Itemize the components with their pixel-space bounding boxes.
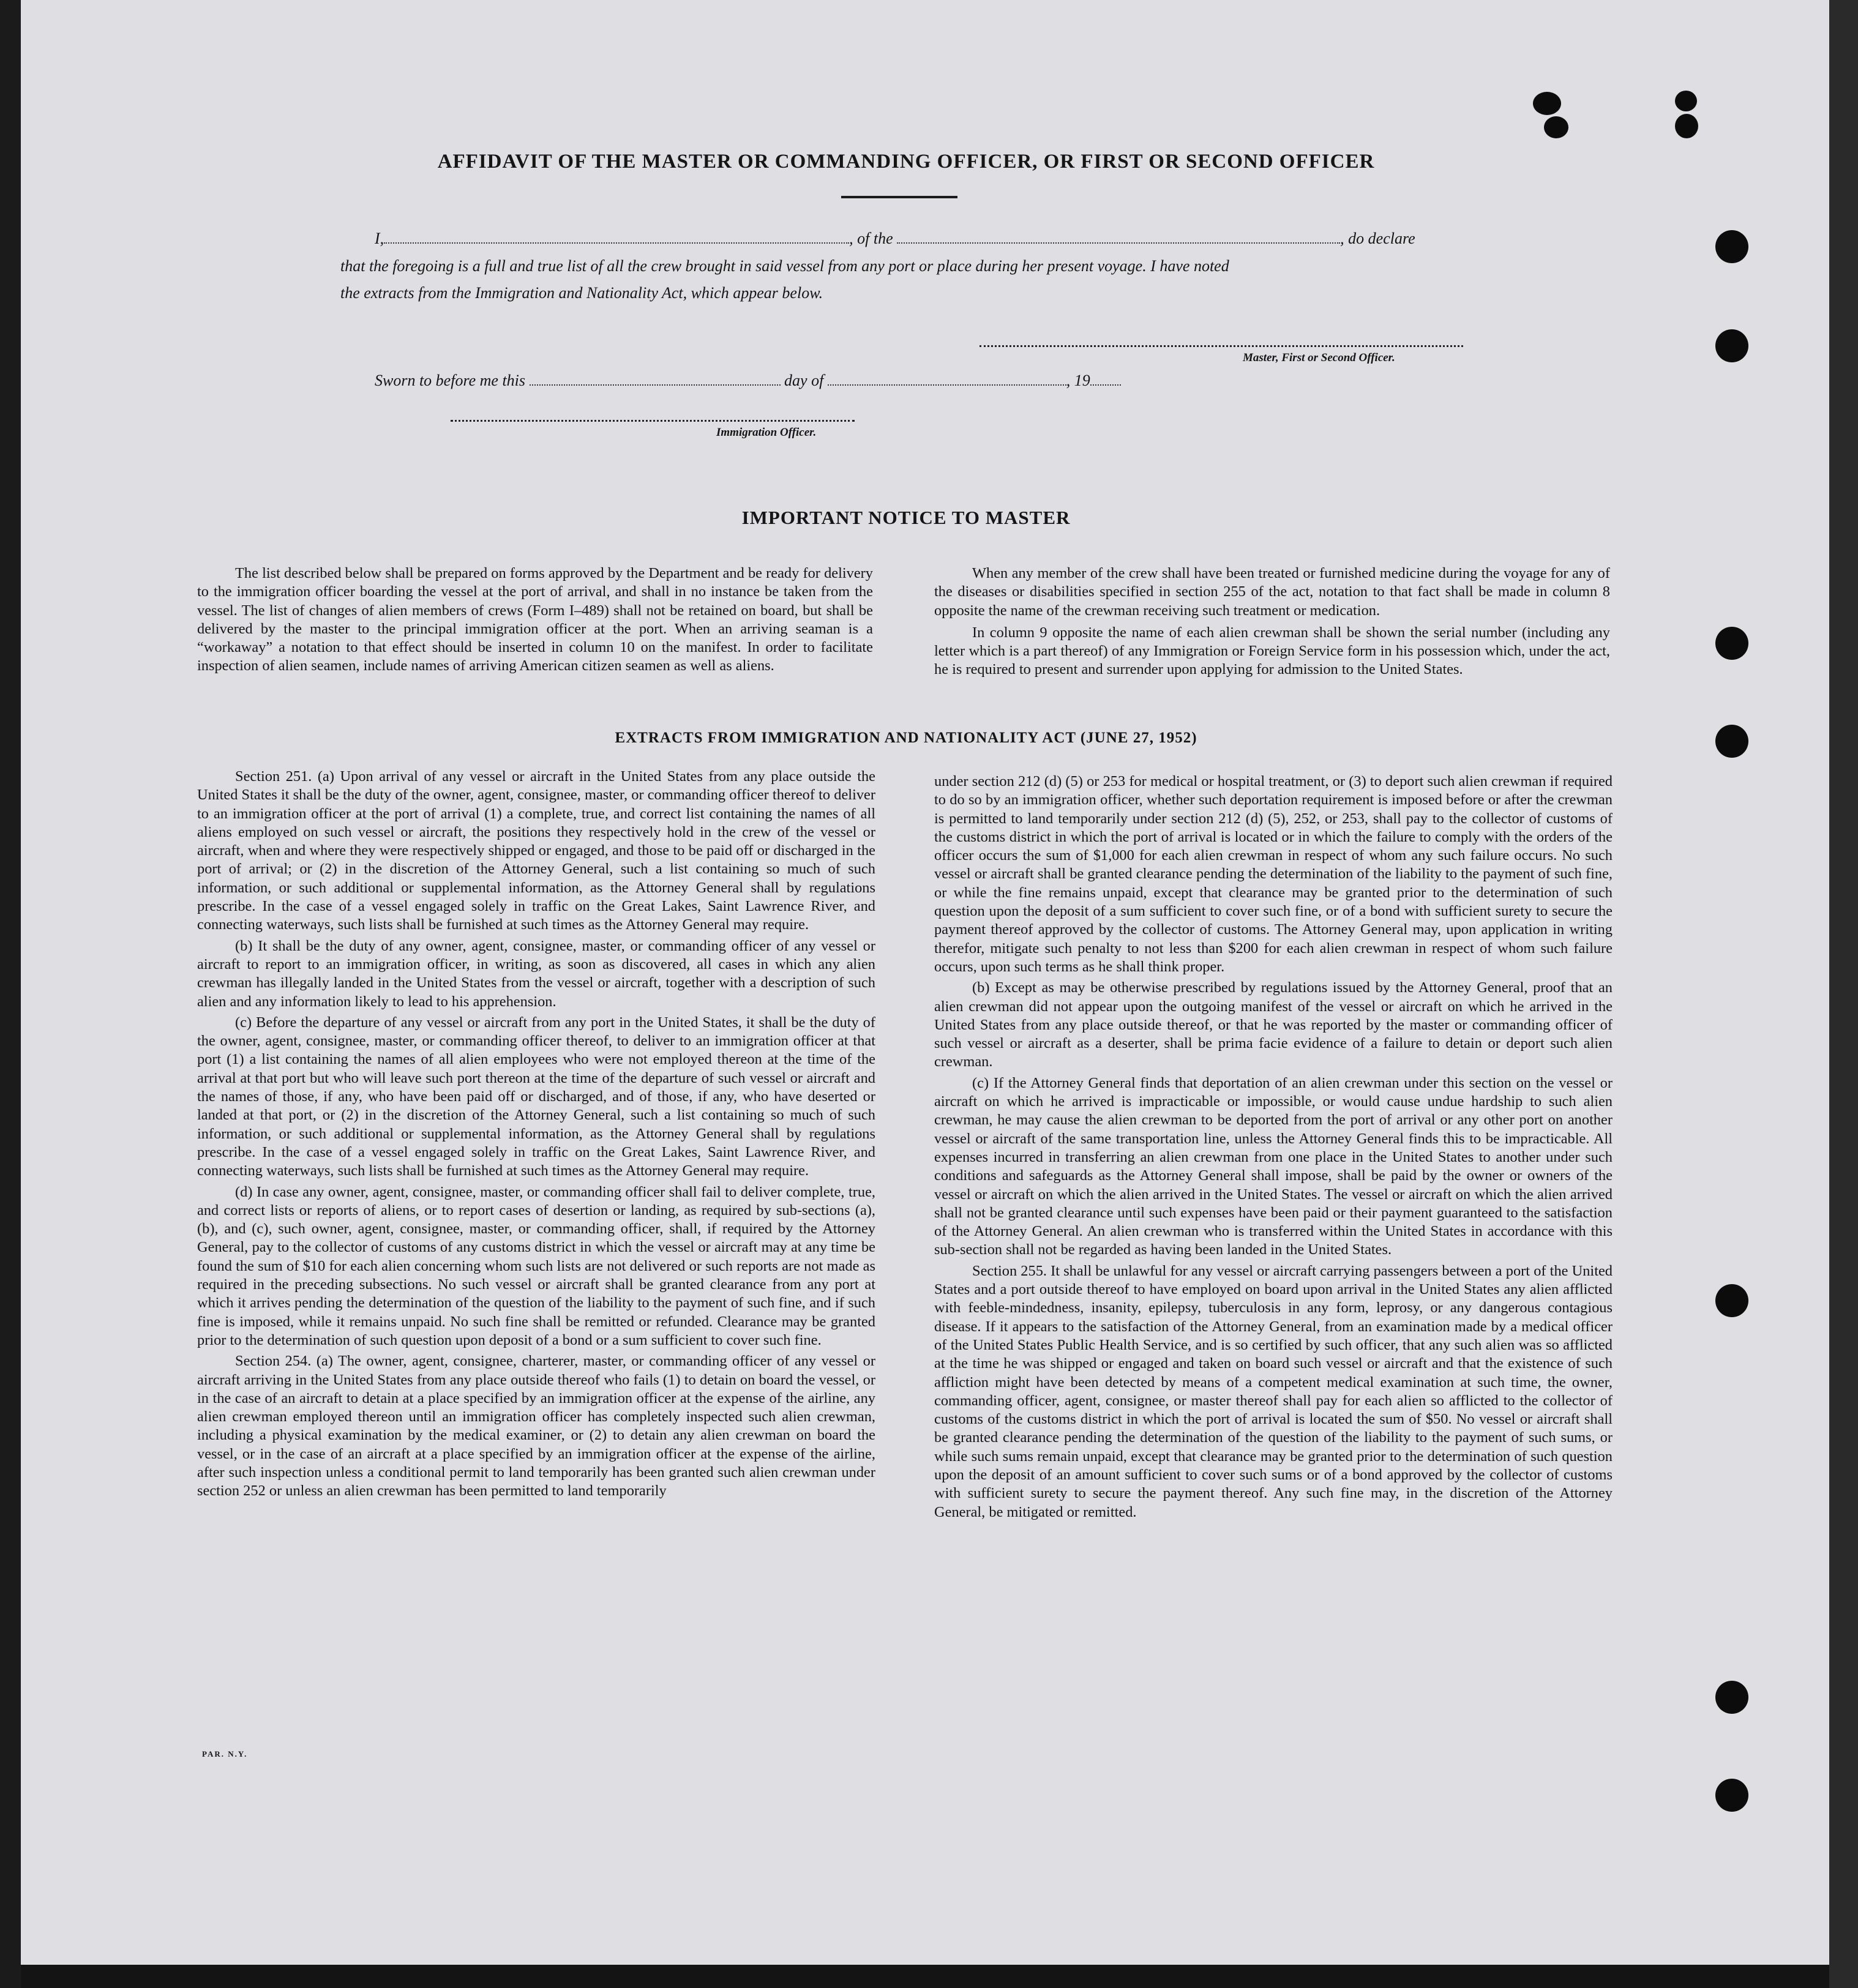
label-do-declare: , do declare bbox=[1340, 230, 1415, 247]
binder-hole bbox=[1715, 230, 1748, 263]
ink-mark bbox=[1675, 114, 1698, 138]
extracts-title: EXTRACTS FROM IMMIGRATION AND NATIONALITY ACT (JUNE 27, 1952) bbox=[615, 730, 1197, 746]
sworn-month-field[interactable] bbox=[828, 371, 1066, 386]
scan-border-bottom bbox=[21, 1965, 1829, 1988]
binder-hole bbox=[1715, 725, 1748, 758]
affidavit-title: AFFIDAVIT OF THE MASTER OR COMMANDING OFFICER, OR FIRST OR SECOND OFFICER bbox=[437, 151, 1375, 173]
master-signature-label: Master, First or Second Officer. bbox=[1243, 351, 1395, 364]
section-254-a: Section 254. (a) The owner, agent, consignee, charterer, master, or commanding officer of any vessel or aircraft arriving in the United States from any place outside thereof who fails (1) to detain on board the vessel, or in the case of an aircraft to detain at a place specified by an immigration officer at the expense of the airline, any alien crewman employed thereon until an immigration officer has completely inspected such alien crewman, including a physical examination by the medical examiner, or (2) to detain any alien crewman on board the vessel, or in the case of an aircraft at a place specified by an immigration officer at the expense of the airline, after such inspection unless a conditional permit to land temporarily has been granted such alien crewman under section 252 or unless an alien crewman has been permitted to land temporarily bbox=[197, 1353, 875, 1500]
extracts-right-column bbox=[934, 772, 1613, 1522]
printer-mark: PAR. N.Y. bbox=[202, 1749, 248, 1758]
notice-paragraph: When any member of the crew shall have been treated or furnished medicine during the voyage for any of the diseases or disabilities specified in section 255 of the act, notation to that fact shall be made in column 8 opposite the name of the crewman receiving such treatment or medication. bbox=[934, 565, 1610, 619]
section-251-c: (c) Before the departure of any vessel or aircraft from any port in the United States, it shall be the duty of the owner, agent, consignee, master, or commanding officer thereof, to deliver to an immigration officer at that port (1) a list containing the names of all alien employees who were not employed thereon at the time of the arrival at that port but who will leave such port thereon at the time of the departure of such vessel or aircraft and the names of those, if any, who have been paid off or discharged, and of those, if any, who have deserted or landed at that port, or (2) in the discretion of the Attorney General, such a list containing so much of such information, or such additional or supplemental information, as the Attorney General shall by regulations prescribe. In the case of a vessel engaged solely in traffic on the Great Lakes, Saint Lawrence River, and connecting waterways, such lists shall be furnished at such times as the Attorney General may require. bbox=[197, 1014, 875, 1179]
master-signature-field[interactable] bbox=[980, 345, 1463, 347]
section-254-a-continued: under section 212 (d) (5) or 253 for medical or hospital treatment, or (3) to deport such alien crewman if required to do so by an immigration officer, whether such deportation requirement is imposed before or after the crewman is permitted to land temporarily under section 212 (d) (5), 252, or 253, shall pay to the collector of customs of the customs district in which the port of arrival is located or in which the failure to comply with the orders of the officer occurs the sum of $1,000 for each alien crewman in respect of whom any such failure occurs. No such vessel or aircraft shall be granted clearance pending the determination of the liability to the payment of such fine, or while the fine remains unpaid, except that clearance may be granted prior to the determination of such question upon the deposit of a sum sufficient to cover such fine, or of a bond with sufficient surety to secure the payment thereof approved by the collector of customs. The Attorney General may, upon application in writing therefor, mitigate such penalty to not less than $200 for each alien crewman in respect of whom such failure occurs, upon such terms as he shall think proper. bbox=[934, 773, 1613, 975]
section-254-c: (c) If the Attorney General finds that deportation of an alien crewman under this section on the vessel or aircraft on which he arrived is impracticable or impossible, or would cause undue hardship to such alien crewman, he may cause the alien crewman to be deported from the port of arrival or any other port on another vessel or aircraft of the same transportation line, unless the Attorney General finds this to be impracticable. All expenses incurred in transferring an alien crewman from one place in the United States to another under such conditions and safeguards as the Attorney General shall impose, shall be paid by the owner or owners of the vessel or aircraft on which the alien arrived in the United States. The vessel or aircraft on which the alien arrived shall not be granted clearance until such expenses have been paid or their payment guaranteed to the satisfaction of the Attorney General. An alien crewman who is transferred within the United States in accordance with this sub-section shall not be regarded as having been landed in the United States. bbox=[934, 1074, 1613, 1258]
label-of-the: , of the bbox=[849, 230, 893, 247]
notice-paragraph: The list described below shall be prepared on forms approved by the Department and be ready for delivery to the immigration officer boarding the vessel at the port of arrival, and shall in no instance be taken from the vessel. The list of changes of alien members of crews (Form I–489) shall not be retained on board, but shall be delivered by the master to the principal immigration officer at the port. When an arriving seaman is a “workaway” a notation to that effect should be inserted in column 10 on the manifest. In order to facilitate inspection of alien seamen, include names of arriving American citizen seamen as well as aliens. bbox=[197, 565, 873, 674]
notice-title: IMPORTANT NOTICE TO MASTER bbox=[741, 507, 1071, 528]
binder-hole bbox=[1715, 329, 1748, 362]
sworn-line bbox=[375, 371, 1121, 390]
label-i: I, bbox=[375, 230, 384, 247]
extracts-left-column bbox=[197, 768, 875, 1501]
label-year: , 19 bbox=[1066, 372, 1090, 389]
section-254-b: (b) Except as may be otherwise prescribed by regulations issued by the Attorney General, proof that an alien crewman did not appear upon the outgoing manifest of the vessel or aircraft on which he arrived in the United States from any place outside thereof, or that he was reported by the master or commanding officer of such vessel or aircraft as a deserter, shall be prima facie evidence of a failure to detain or deport such alien crewman. bbox=[934, 979, 1613, 1071]
officer-signature-label: Immigration Officer. bbox=[716, 426, 817, 439]
ink-mark bbox=[1533, 92, 1561, 115]
ink-mark bbox=[1675, 91, 1697, 111]
declaration-text-2: the extracts from the Immigration and Nationality Act, which appear below. bbox=[340, 284, 823, 302]
officer-signature-field[interactable] bbox=[451, 420, 855, 422]
ink-mark bbox=[1544, 116, 1568, 138]
binder-hole bbox=[1715, 1284, 1748, 1317]
sworn-year-field[interactable] bbox=[1090, 371, 1121, 386]
notice-paragraph: In column 9 opposite the name of each alien crewman shall be shown the serial number (including any letter which is a part thereof) of any Immigration or Foreign Service form in his possession which, under the act, he is required to present and surrender upon applying for admission to the United States. bbox=[934, 624, 1610, 678]
binder-hole bbox=[1715, 1681, 1748, 1714]
declaration-text-1: that the foregoing is a full and true list of all the crew brought in said vessel from any port or place during her present voyage. I have noted bbox=[340, 257, 1229, 275]
sworn-date-field[interactable] bbox=[530, 371, 781, 386]
section-251-a: Section 251. (a) Upon arrival of any vessel or aircraft in the United States from any place outside the United States it shall be the duty of the owner, agent, consignee, master, or commanding officer thereof to deliver to an immigration officer at the port of arrival (1) a complete, true, and correct list containing the names of all aliens employed on such vessel or aircraft, the positions they respectively hold in the crew of the vessel or aircraft, when and where they were respectively shipped or engaged, and those to be paid off or discharged in the port of arrival; or (2) in the discretion of the Attorney General, such a list containing so much of such information, or such additional or supplemental information, as the Attorney General shall by regulations prescribe. In the case of a vessel engaged solely in traffic on the Great Lakes, Saint Lawrence River, and connecting waterways, such lists shall be furnished at such times as the Attorney General may require. bbox=[197, 768, 875, 933]
declarant-name-field[interactable] bbox=[384, 229, 849, 244]
label-sworn: Sworn to before me this bbox=[375, 372, 526, 389]
notice-right-column bbox=[934, 564, 1610, 679]
notice-left-column bbox=[197, 564, 873, 676]
section-251-b: (b) It shall be the duty of any owner, agent, consignee, master, or commanding officer of any vessel or aircraft to report to an immigration officer, in writing, as soon as discovered, all cases in which any alien crewman has illegally landed in the United States from the vessel or aircraft, together with a description of such alien and any information likely to lead to his apprehension. bbox=[197, 937, 875, 1010]
binder-hole bbox=[1715, 1779, 1748, 1812]
title-divider bbox=[841, 196, 957, 198]
scan-border bbox=[1829, 0, 1858, 1988]
vessel-name-field[interactable] bbox=[897, 229, 1340, 244]
section-251-d: (d) In case any owner, agent, consignee, master, or commanding officer shall fail to deliver complete, true, and correct lists or reports of aliens, or to report cases of desertion or landing, as required by sub-sections (a), (b), and (c), such owner, agent, consignee, master, or commanding officer, shall, if required by the Attorney General, pay to the collector of customs of any customs district in which the vessel or aircraft may at any time be found the sum of $10 for each alien concerning whom such lists are not delivered or such reports are not made as required in the preceding subsections. No such vessel or aircraft shall be granted clearance from any port at which it arrives pending the determination of the question of the liability to the payment of such fine, and if such fine is imposed, while it remains unpaid. No such fine shall be remitted or refunded. Clearance may be granted prior to the determination of such question upon deposit of a bond or a sum sufficient to cover such fine. bbox=[197, 1183, 875, 1348]
declarant-line bbox=[375, 229, 1415, 248]
label-day-of: day of bbox=[784, 372, 824, 389]
binder-hole bbox=[1715, 627, 1748, 660]
section-255: Section 255. It shall be unlawful for any vessel or aircraft carrying passengers between a port of the United States and a port outside thereof to have employed on board upon arrival in the United States any alien afflicted with feeble-mindedness, insanity, epilepsy, tuberculosis in any form, leprosy, or any dangerous contagious disease. If it appears to the satisfaction of the Attorney General, from an examination made by a medical officer of the United States Public Health Service, and is so certified by such officer, that any such alien was so afflicted at the time he was shipped or engaged and taken on board such vessel or aircraft and that the existence of such affliction might have been detected by means of a competent medical examination at such time, the owner, commanding officer, agent, consignee, or master thereof shall pay for each alien so afflicted to the collector of customs of the customs district in which the port of arrival is located the sum of $50. No vessel or aircraft shall be granted clearance pending the determination of the question of the liability to the payment of such sums, or while such sums remain unpaid, except that clearance may be granted prior to the determination of such question upon the deposit of an amount sufficient to cover such sums or of a bond approved by the collector of customs with sufficient surety to secure the payment thereof. Any such fine may, in the discretion of the Attorney General, be mitigated or remitted. bbox=[934, 1262, 1613, 1520]
